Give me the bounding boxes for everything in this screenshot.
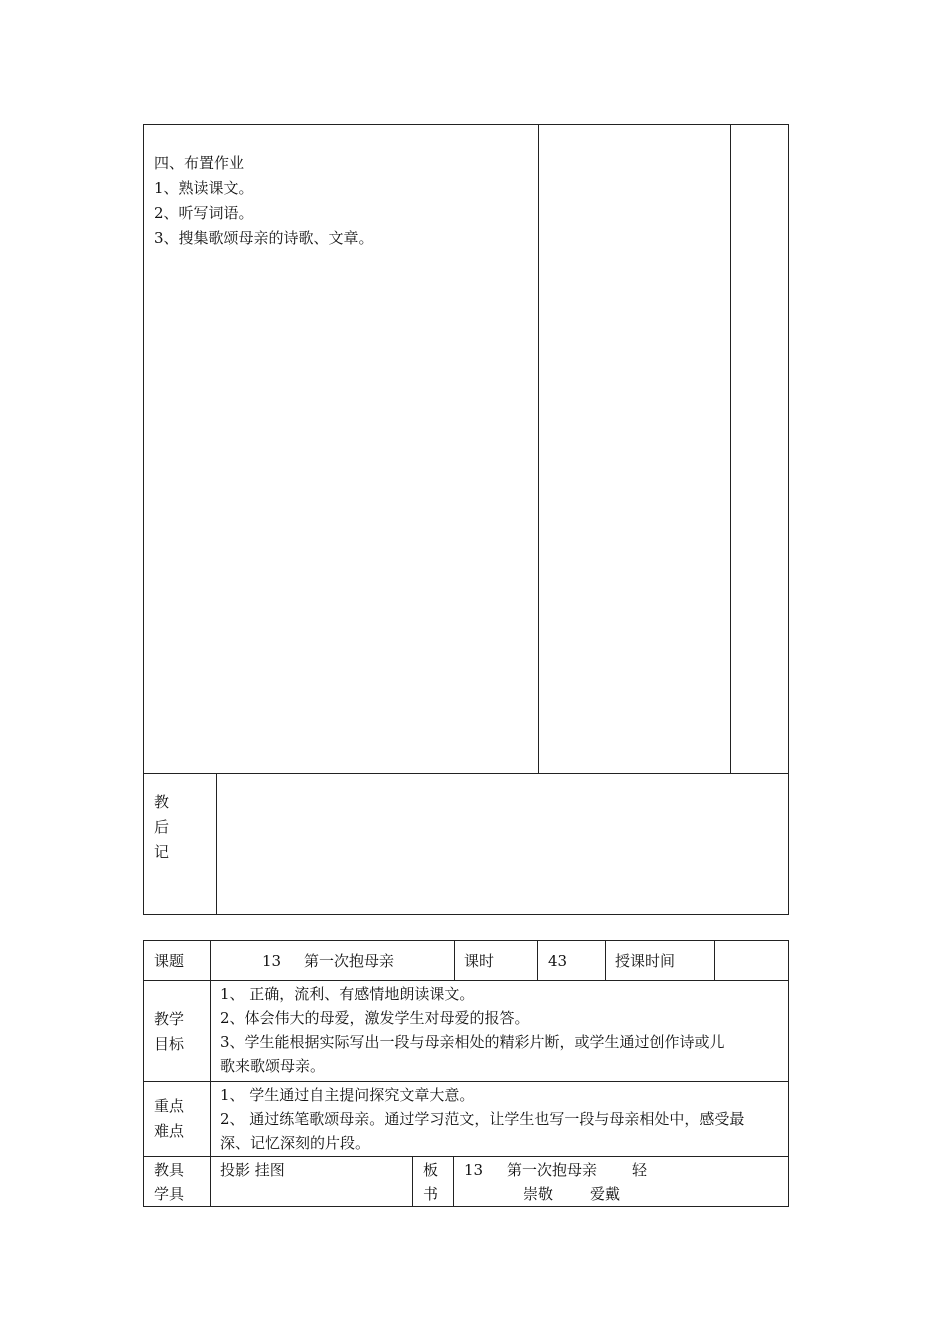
header-col-divider — [454, 941, 455, 980]
row-divider — [144, 1156, 788, 1157]
objective-item: 3、学生能根据实际写出一段与母亲相处的精彩片断，或学生通过创作诗或儿 — [220, 1033, 725, 1051]
row-divider — [144, 1081, 788, 1082]
board-word: 爱戴 — [590, 1185, 621, 1203]
upper-divider-1 — [538, 125, 539, 773]
topic-label: 课题 — [154, 952, 185, 970]
row-divider — [144, 980, 788, 981]
objectives-label: 教学 目标 — [154, 1010, 185, 1053]
objectives-text — [220, 982, 786, 1078]
homework-item: 2、听写词语。 — [154, 204, 254, 222]
board-word: 轻 — [632, 1161, 648, 1179]
header-col-divider — [605, 941, 606, 980]
reflection-label: 教 后 记 — [154, 793, 170, 861]
topic-title: 第一次抱母亲 — [304, 952, 395, 970]
upper-divider-2 — [730, 125, 731, 773]
upper-row-divider — [144, 773, 788, 774]
header-col-divider — [714, 941, 715, 980]
homework-section — [154, 151, 374, 251]
time-label: 授课时间 — [615, 952, 676, 970]
reflection-divider — [216, 773, 217, 914]
period-value: 43 — [548, 952, 568, 970]
topic-number: 13 — [262, 952, 282, 970]
header-col-divider — [537, 941, 538, 980]
upper-table — [143, 124, 789, 915]
lesson-table — [143, 940, 789, 1207]
keypoints-text — [220, 1083, 786, 1155]
homework-item: 1、熟读课文。 — [154, 179, 254, 197]
objective-item: 2、体会伟大的母爱，激发学生对母爱的报答。 — [220, 1009, 530, 1027]
board-label: 板 书 — [423, 1161, 439, 1203]
homework-title: 四、布置作业 — [154, 154, 245, 172]
board-number: 13 — [464, 1161, 484, 1179]
keypoint-item: 2、 通过练笔歌颂母亲。通过学习范文，让学生也写一段与母亲相处中，感受最 — [220, 1110, 745, 1128]
tools-label: 教具 学具 — [154, 1161, 185, 1203]
board-word: 崇敬 — [523, 1185, 554, 1203]
label-col-divider — [210, 941, 211, 1206]
tools-value: 投影 挂图 — [220, 1161, 285, 1179]
keypoint-item: 深、记忆深刻的片段。 — [220, 1134, 371, 1152]
objective-item: 歌来歌颂母亲。 — [220, 1057, 326, 1075]
board-col-divider — [453, 1156, 454, 1206]
board-title: 第一次抱母亲 — [507, 1161, 598, 1179]
homework-item: 3、搜集歌颂母亲的诗歌、文章。 — [154, 229, 374, 247]
objective-item: 1、 正确，流利、有感情地朗读课文。 — [220, 985, 475, 1003]
keypoints-label: 重点 难点 — [154, 1097, 185, 1140]
keypoint-item: 1、 学生通过自主提问探究文章大意。 — [220, 1086, 475, 1104]
tools-col-divider — [412, 1156, 413, 1206]
period-label: 课时 — [464, 952, 495, 970]
